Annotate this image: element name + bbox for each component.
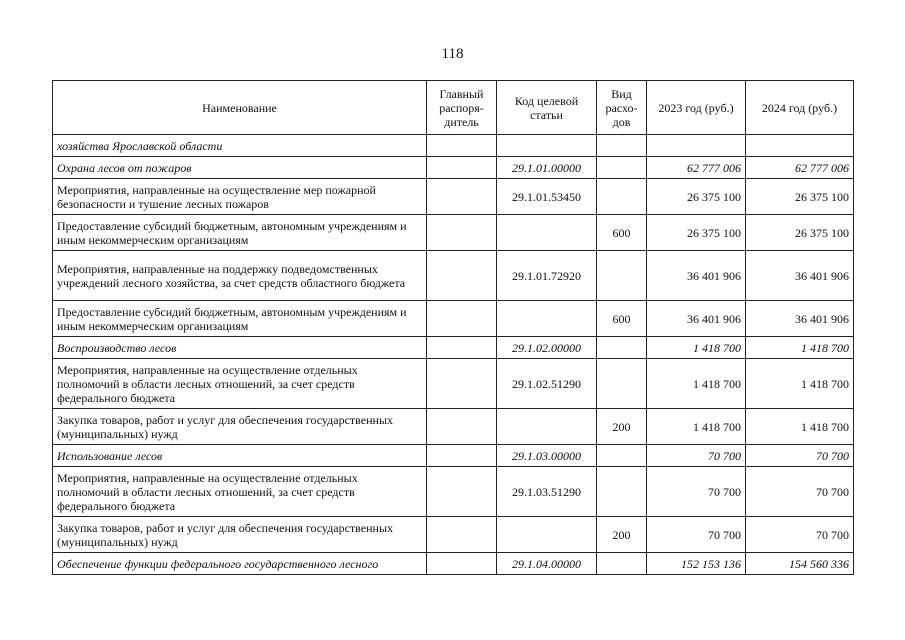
cell-code: 29.1.03.00000 — [497, 445, 597, 467]
table-row — [53, 135, 854, 157]
cell-code: 29.1.02.51290 — [497, 359, 597, 409]
cell-type — [597, 135, 647, 157]
cell-type — [597, 359, 647, 409]
cell-name: хозяйства Ярославской области — [53, 135, 427, 157]
cell-name: Мероприятия, направленные на осуществление отдельных полномочий в области лесных отношений, за счет средств федерального бюджета — [53, 467, 427, 517]
cell-code — [497, 517, 597, 553]
cell-type — [597, 553, 647, 575]
cell-2023: 1 418 700 — [647, 337, 746, 359]
cell-type — [597, 251, 647, 301]
cell-2024: 70 700 — [746, 445, 854, 467]
table-row — [53, 301, 854, 337]
cell-2024: 70 700 — [746, 467, 854, 517]
header-admin: Главный распоря-дитель — [427, 81, 497, 135]
cell-2024: 154 560 336 — [746, 553, 854, 575]
table-header-row — [53, 81, 854, 135]
cell-admin — [427, 251, 497, 301]
table-row — [53, 337, 854, 359]
table-row — [53, 517, 854, 553]
cell-type: 600 — [597, 301, 647, 337]
cell-name: Предоставление субсидий бюджетным, автономным учреждениям и иным некоммерческим организациям — [53, 301, 427, 337]
budget-table — [52, 80, 854, 575]
cell-2024: 26 375 100 — [746, 179, 854, 215]
cell-code — [497, 301, 597, 337]
cell-admin — [427, 445, 497, 467]
cell-2024: 70 700 — [746, 517, 854, 553]
cell-type — [597, 157, 647, 179]
cell-admin — [427, 359, 497, 409]
cell-admin — [427, 409, 497, 445]
table-row — [53, 467, 854, 517]
cell-type: 200 — [597, 517, 647, 553]
cell-2023: 152 153 136 — [647, 553, 746, 575]
cell-2024: 36 401 906 — [746, 301, 854, 337]
cell-type — [597, 467, 647, 517]
cell-2023: 26 375 100 — [647, 179, 746, 215]
cell-code: 29.1.01.00000 — [497, 157, 597, 179]
cell-code: 29.1.01.72920 — [497, 251, 597, 301]
cell-code — [497, 135, 597, 157]
cell-name: Охрана лесов от пожаров — [53, 157, 427, 179]
table-row — [53, 359, 854, 409]
cell-2023: 36 401 906 — [647, 251, 746, 301]
cell-name: Воспроизводство лесов — [53, 337, 427, 359]
cell-admin — [427, 467, 497, 517]
cell-type — [597, 445, 647, 467]
cell-code — [497, 409, 597, 445]
table-row — [53, 215, 854, 251]
cell-name: Мероприятия, направленные на осуществление отдельных полномочий в области лесных отношений, за счет средств федерального бюджета — [53, 359, 427, 409]
cell-type — [597, 179, 647, 215]
cell-2023: 62 777 006 — [647, 157, 746, 179]
cell-admin — [427, 215, 497, 251]
cell-admin — [427, 517, 497, 553]
cell-code — [497, 215, 597, 251]
cell-code: 29.1.04.00000 — [497, 553, 597, 575]
cell-2024: 36 401 906 — [746, 251, 854, 301]
cell-2023: 26 375 100 — [647, 215, 746, 251]
cell-name: Мероприятия, направленные на поддержку подведомственных учреждений лесного хозяйства, за счет средств областного бюджета — [53, 251, 427, 301]
cell-name: Закупка товаров, работ и услуг для обеспечения государственных (муниципальных) нужд — [53, 409, 427, 445]
table-row — [53, 409, 854, 445]
cell-code: 29.1.03.51290 — [497, 467, 597, 517]
cell-admin — [427, 337, 497, 359]
cell-2024: 1 418 700 — [746, 337, 854, 359]
header-2024: 2024 год (руб.) — [746, 81, 854, 135]
table-row — [53, 157, 854, 179]
header-2023: 2023 год (руб.) — [647, 81, 746, 135]
table-row — [53, 179, 854, 215]
cell-name: Предоставление субсидий бюджетным, автономным учреждениям и иным некоммерческим организациям — [53, 215, 427, 251]
cell-2024 — [746, 135, 854, 157]
cell-2023: 1 418 700 — [647, 359, 746, 409]
cell-2024: 1 418 700 — [746, 409, 854, 445]
cell-2024: 26 375 100 — [746, 215, 854, 251]
table-row — [53, 553, 854, 575]
header-code: Код целевой статьи — [497, 81, 597, 135]
cell-2024: 1 418 700 — [746, 359, 854, 409]
cell-name: Обеспечение функции федерального государственного лесного — [53, 553, 427, 575]
header-type: Вид расхо-дов — [597, 81, 647, 135]
cell-2023: 70 700 — [647, 467, 746, 517]
cell-type: 600 — [597, 215, 647, 251]
cell-name: Мероприятия, направленные на осуществление мер пожарной безопасности и тушение лесных пожаров — [53, 179, 427, 215]
cell-admin — [427, 179, 497, 215]
cell-code: 29.1.01.53450 — [497, 179, 597, 215]
cell-2023: 36 401 906 — [647, 301, 746, 337]
table-row — [53, 445, 854, 467]
cell-admin — [427, 157, 497, 179]
cell-code: 29.1.02.00000 — [497, 337, 597, 359]
cell-2023: 70 700 — [647, 517, 746, 553]
cell-name: Закупка товаров, работ и услуг для обеспечения государственных (муниципальных) нужд — [53, 517, 427, 553]
cell-2023: 1 418 700 — [647, 409, 746, 445]
cell-admin — [427, 553, 497, 575]
cell-type — [597, 337, 647, 359]
cell-2023 — [647, 135, 746, 157]
cell-2023: 70 700 — [647, 445, 746, 467]
table-row — [53, 251, 854, 301]
cell-admin — [427, 135, 497, 157]
page-number: 118 — [441, 46, 464, 62]
header-name: Наименование — [53, 81, 427, 135]
cell-2024: 62 777 006 — [746, 157, 854, 179]
cell-admin — [427, 301, 497, 337]
cell-type: 200 — [597, 409, 647, 445]
cell-name: Использование лесов — [53, 445, 427, 467]
